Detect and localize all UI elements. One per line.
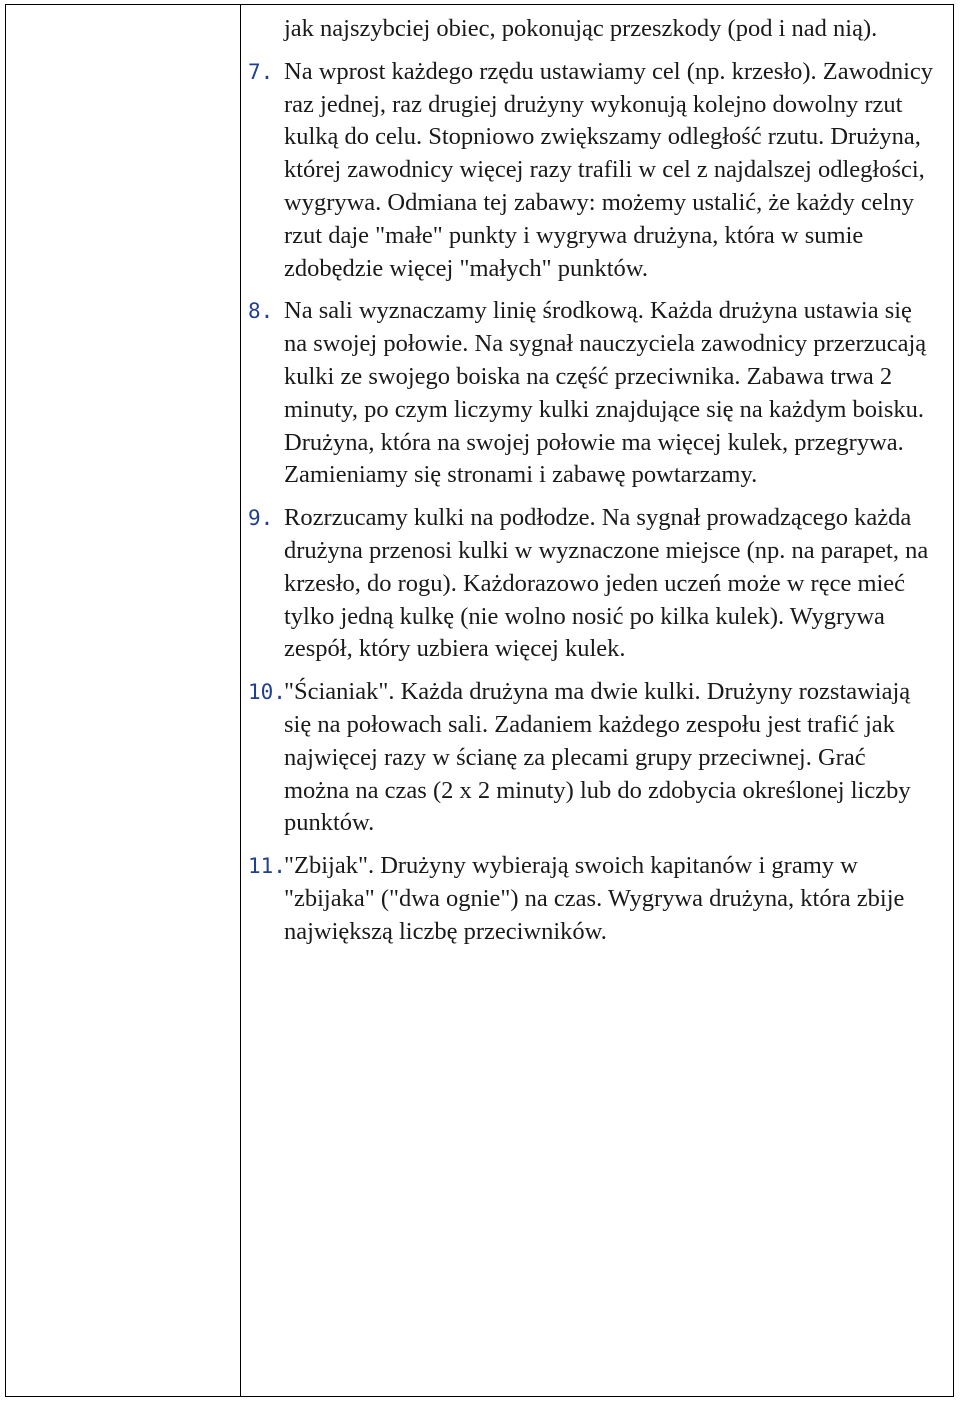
list-item-number: 8. [248,299,274,324]
list-item [236,56,936,286]
list-item-number: 10. [248,680,286,705]
list-item-text: Na wprost każdego rzędu ustawiamy cel (np. krzesło). Zawodnicy raz jednej, raz drugiej drużyny wykonują kolejno dowolny rzut kulką do celu. Stopniowo zwiększamy odległość rzutu. Drużyna, której zawodnicy więcej razy trafili w cel z najdalszej odległości, wygrywa. Odmiana tej zabawy: możemy ustalić, że każdy celny rzut daje "małe" punkty i wygrywa drużyna, która w sumie zdobędzie więcej "małych" punktów. [284,57,934,282]
list-item-text: Rozrzucamy kulki na podłodze. Na sygnał prowadzącego każda drużyna przenosi kulki w wyznaczone miejsce (np. na parapet, na krzesło, do rogu). Każdorazowo jeden uczeń może w ręce mieć tylko jedną kulkę (nie wolno nosić po kilka kulek). Wygrywa zespół, który uzbiera więcej kulek. [284,504,929,663]
continuation-paragraph: jak najszybciej obiec, pokonując przeszkody (pod i nad nią). [284,15,878,42]
list-item [236,295,936,492]
list-item-text: "Ścianiak". Każda drużyna ma dwie kulki. Drużyny rozstawiają się na połowach sali. Zadaniem każdego zespołu jest trafić jak najwięcej razy w ścianę za plecami grupy przeciwnej. Grać można na czas (2 x 2 minuty) lub do zdobycia określonej liczby punktów. [284,678,911,837]
list-item [236,850,936,948]
list-item-number: 7. [248,59,274,84]
list-item [236,676,936,840]
list-item-text: "Zbijak". Drużyny wybierają swoich kapitanów i gramy w "zbijaka" ("dwa ognie") na czas. Wygrywa drużyna, która zbije największą liczbę przeciwników. [284,852,905,945]
list-item [236,502,936,666]
list-item-number: 11. [248,854,286,879]
list-item-text: Na sali wyznaczamy linię środkową. Każda drużyna ustawia się na swojej połowie. Na sygnał nauczyciela zawodnicy przerzucają kulki ze swojego boiska na część przeciwnika. Zabawa trwa 2 minuty, po czym liczymy kulki znajdujące się na każdym boisku. Drużyna, która na swojej połowie ma więcej kulek, przegrywa. Zamieniamy się stronami i zabawę powtarzamy. [284,297,927,489]
list-item-number: 9. [248,506,274,531]
document-content [236,13,936,959]
